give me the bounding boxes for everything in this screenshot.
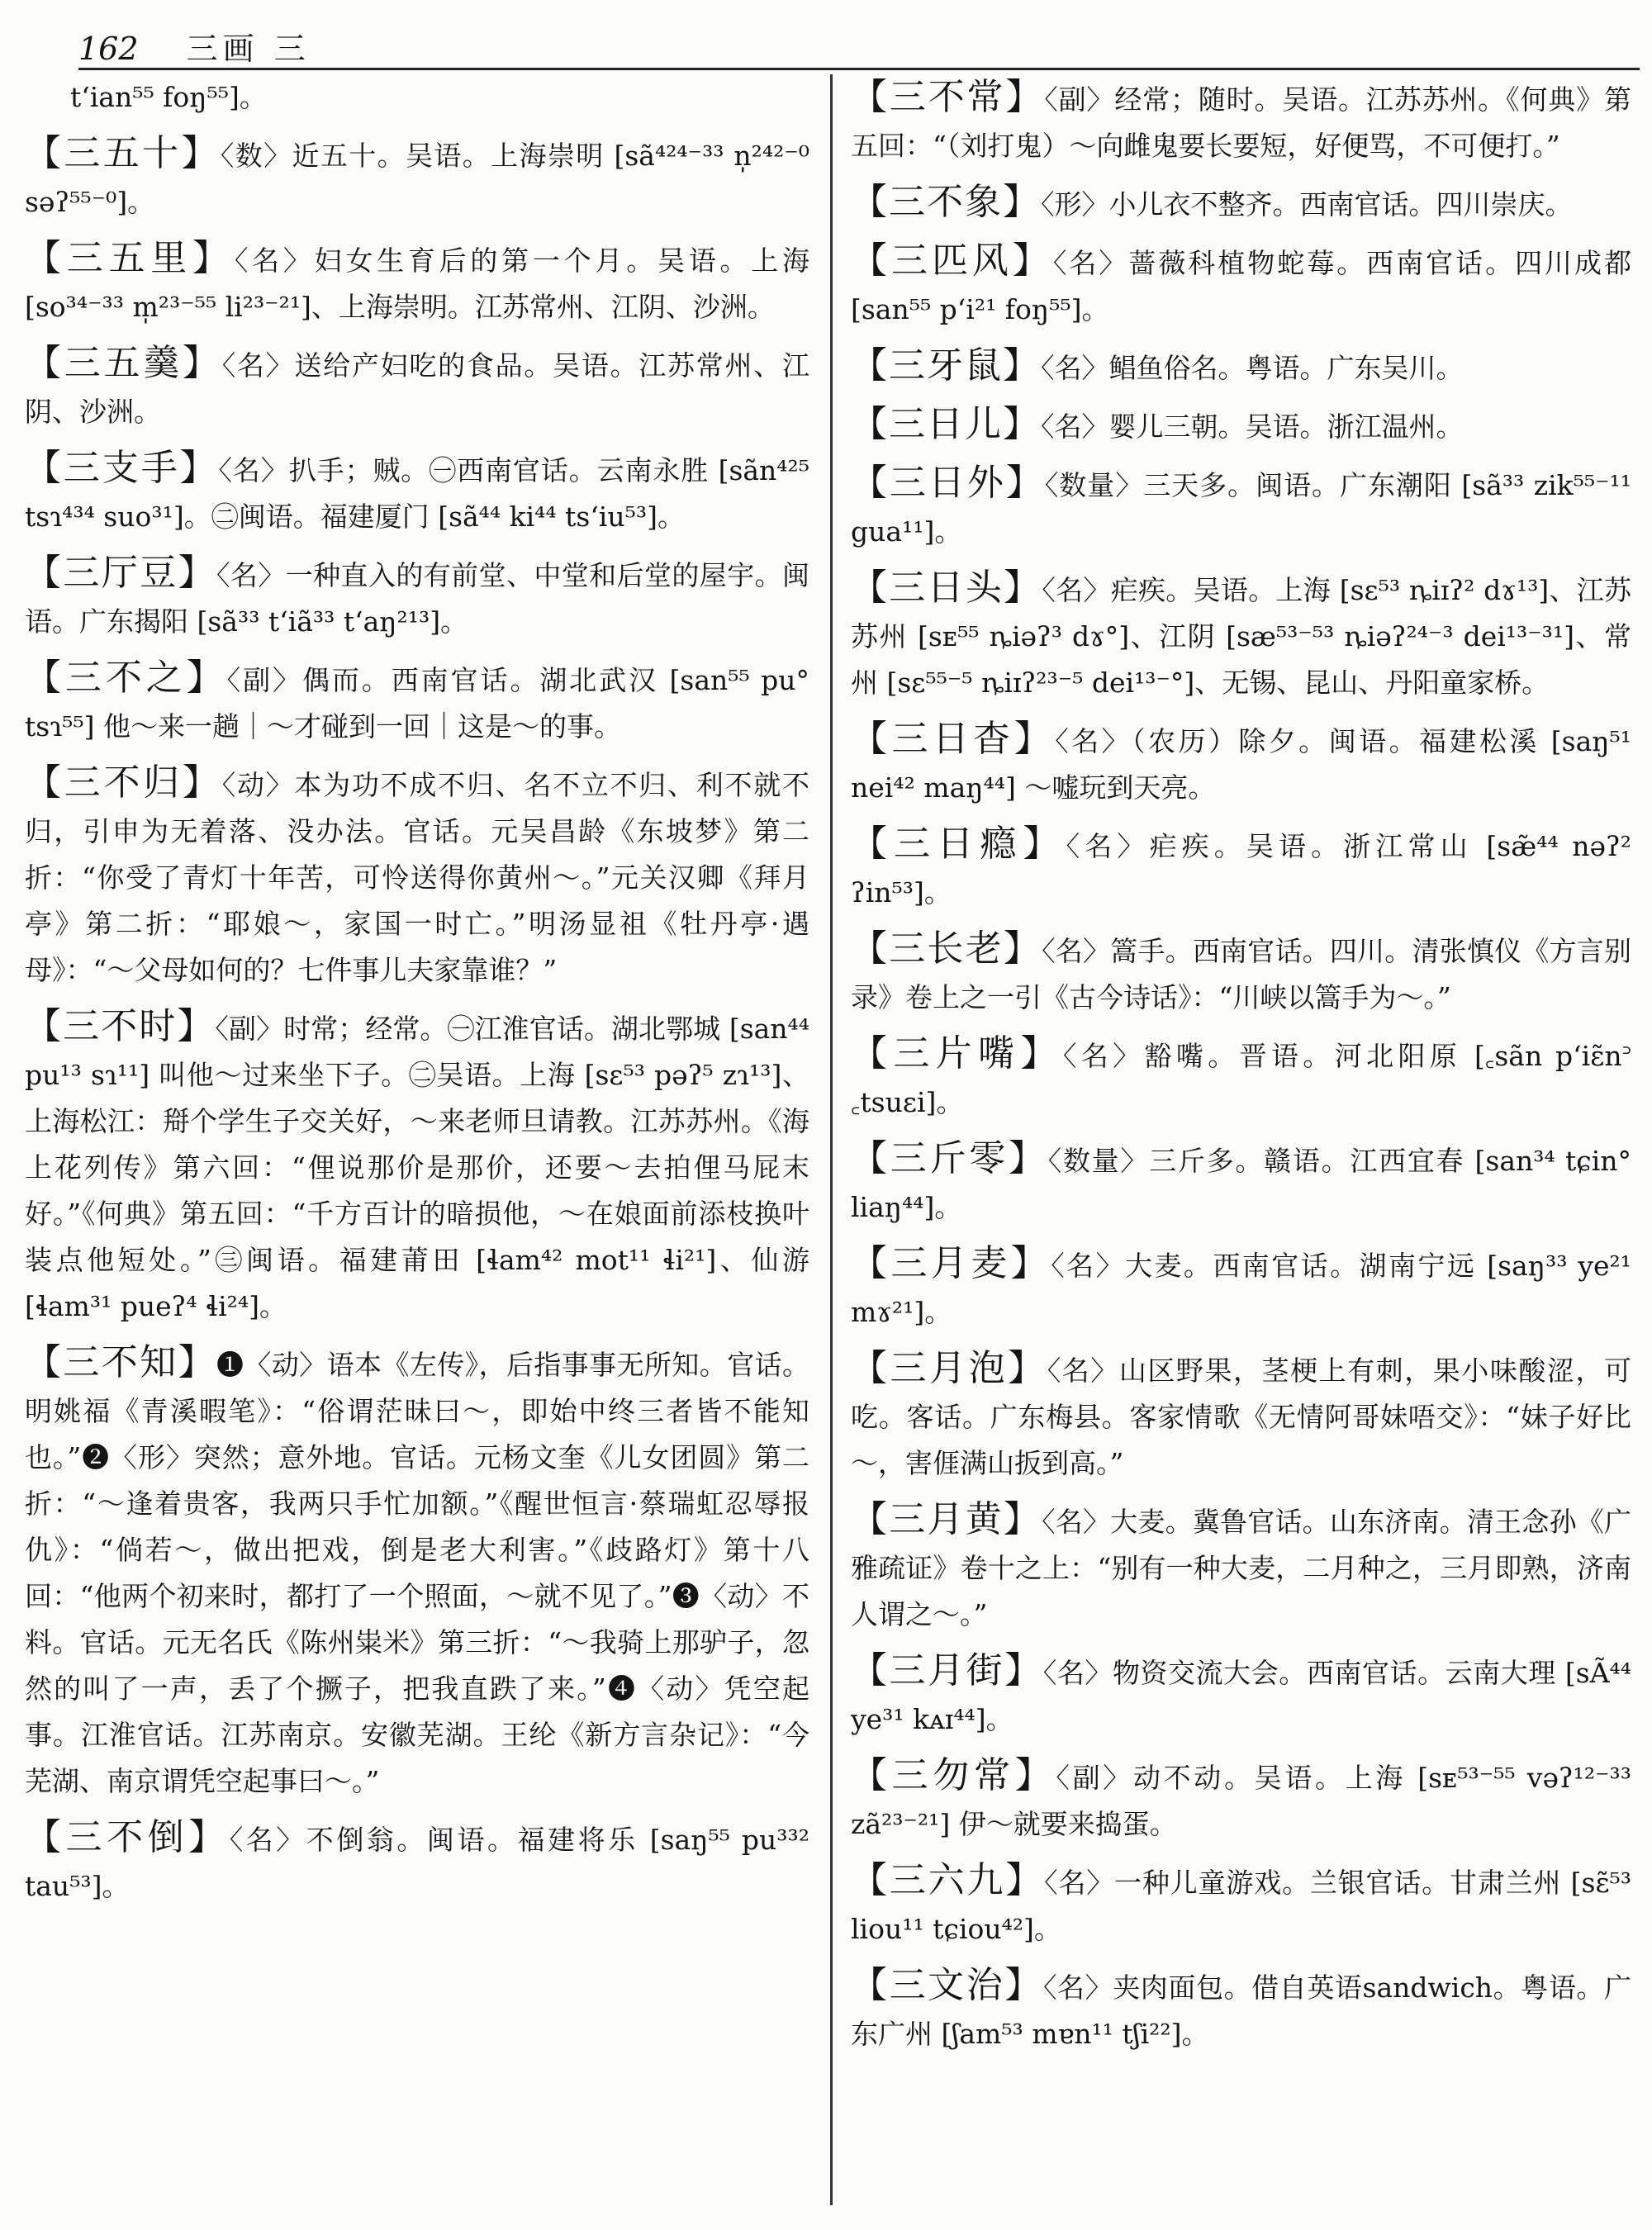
entry-sanriyao <box>851 716 1631 811</box>
entry-sanliujiu <box>851 1858 1631 1952</box>
entry-sanwushi <box>25 130 809 225</box>
definition: 〈名〉疟疾。吴语。上海 [sɛ⁵³ ȵiɪʔ² dɤ¹³]、江苏苏州 [sᴇ⁵⁵ ȵiəʔ³ dɤ°]、江阴 [sæ⁵³⁻⁵³ ȵiəʔ²⁴⁻³ dei¹³⁻³¹]、常州 [sɛ⁵⁵⁻⁵ ȵiɪʔ²³⁻⁵ dei¹³⁻°]、无锡、昆山、丹阳童家桥。 <box>851 574 1632 699</box>
entry-sanwuchang <box>851 1753 1631 1848</box>
entry-sanzhanglao <box>851 926 1631 1021</box>
headword: 【三片嘴】 <box>851 1032 1063 1075</box>
definition: 〈名〉（农历）除夕。闽语。福建松溪 [saŋ⁵¹ nei⁴² maŋ⁴⁴] ～嘘玩到天亮。 <box>851 725 1632 804</box>
definition: 〈副〉偶而。西南官话。湖北武汉 [san⁵⁵ pu° tsɿ⁵⁵] 他～来一趟｜～才碰到一回｜这是～的事。 <box>25 664 810 743</box>
entry-sanyuemai <box>851 1241 1631 1336</box>
definition: 〈副〉时常；经常。㊀江淮官话。湖北鄂城 [san⁴⁴ pu¹³ sɿ¹¹] 叫他～过来坐下子。㊁吴语。上海 [sɛ⁵³ pəʔ⁵ zɿ¹³]、上海松江：搿个学生子交关好，～来老师旦请教。江苏苏州。《海上花列传》第六回：“俚说那价是那价，还要～去拍俚马屁末好。”《何典》第五回：“千方百计的暗损他，～在娘面前添枝换叶装点他短处。”㊂闽语。福建莆田 [ɬam⁴² mot¹¹ ɬi²¹]、仙游 [ɬam³¹ pueʔ⁴ ɬi²⁴]。 <box>25 1013 810 1322</box>
headword: 【三月麦】 <box>851 1242 1051 1284</box>
definition: 〈名〉一种儿童游戏。兰银官话。甘肃兰州 [sɛ̃⁵³ liou¹¹ tɕiou⁴²]。 <box>851 1867 1632 1945</box>
headword: 【三五里】 <box>25 237 235 279</box>
header-rule <box>78 68 1640 70</box>
entry-continuation: tʻian⁵⁵ foŋ⁵⁵]。 <box>70 81 267 113</box>
headword: 【三不知】 <box>25 1341 217 1383</box>
entry-sanyuejie <box>851 1648 1631 1743</box>
entry-sanjinling <box>851 1136 1631 1231</box>
definition: 〈名〉不倒翁。闽语。福建将乐 [saŋ⁵⁵ pu³³² tau⁵³]。 <box>25 1824 809 1902</box>
entry-sanbudao <box>25 1815 809 1910</box>
entry-sanzhishou <box>25 445 809 540</box>
headword: 【三不归】 <box>25 762 222 804</box>
headword: 【三不倒】 <box>25 1816 230 1858</box>
entry-sanpifeng <box>851 238 1631 333</box>
definition: ❶〈动〉语本《左传》，后指事事无所知。官话。明姚福《青溪暇笔》：“俗谓茫昧曰～，即始中终三者皆不能知也。”❷〈形〉突然；意外地。官话。元杨文奎《儿女团圆》第二折：“～逢着贵客，我两只手忙加额。”《醒世恒言·蔡瑞虹忍辱报仇》：“倘若～，做出把戏，倒是老大利害。”《歧路灯》第十八回：“他两个初来时，都打了一个照面，～就不见了。”❸〈动〉不料。官话。元无名氏《陈州粜米》第三折：“～我骑上那驴子，忽然的叫了一声，丢了个撅子，把我直跌了来。”❹〈动〉凭空起事。江淮官话。江苏南京。安徽芜湖。王纶《新方言杂记》：“今芜湖、南京谓凭空起事曰～。” <box>25 1349 810 1797</box>
headword: 【三日外】 <box>851 462 1045 504</box>
entry-sanpianzui <box>851 1031 1631 1126</box>
definition: 〈数量〉三天多。闽语。广东潮阳 [sã³³ zik⁵⁵⁻¹¹ gua¹¹]。 <box>851 469 1631 548</box>
entry-sanritou <box>851 565 1631 706</box>
definition: 〈名〉大麦。西南官话。湖南宁远 [saŋ³³ ye²¹ mɤ²¹]。 <box>851 1250 1631 1328</box>
right-column <box>851 74 1631 2067</box>
headword: 【三厅豆】 <box>25 552 217 594</box>
definition: 〈名〉扒手；贼。㊀西南官话。云南永胜 [sãn⁴²⁵ tsɿ⁴³⁴ suo³¹]。㊁闽语。福建厦门 [sã⁴⁴ ki⁴⁴ tsʻiu⁵³]。 <box>25 454 809 533</box>
headword: 【三月黄】 <box>851 1498 1042 1540</box>
page-number: 162 <box>78 31 139 67</box>
headword: 【三斤零】 <box>851 1137 1048 1179</box>
entry-sanbuxiang <box>851 179 1631 228</box>
definition: 〈名〉物资交流大会。西南官话。云南大理 [sÃ⁴⁴ ye³¹ kᴀɪ⁴⁴]。 <box>851 1657 1631 1735</box>
headword: 【三日瘾】 <box>851 823 1066 865</box>
definition: 〈名〉婴儿三朝。吴语。浙江温州。 <box>1041 410 1464 443</box>
definition: 〈名〉篙手。西南官话。四川。清张慎仪《方言别录》卷上之一引《古今诗话》：“川峡以篙手为～。” <box>851 935 1632 1013</box>
entry-santingdou <box>25 550 809 645</box>
entry-sanyuehuang <box>851 1497 1631 1638</box>
headword: 【三不之】 <box>25 657 227 699</box>
definition: 〈副〉动不动。吴语。上海 [sᴇ⁵³⁻⁵⁵ vəʔ¹²⁻³³ zã²³⁻²¹] 伊～就要来捣蛋。 <box>851 1762 1631 1840</box>
entry-sanwenzhi <box>851 1962 1631 2057</box>
headword: 【三日儿】 <box>851 403 1041 445</box>
headword: 【三五十】 <box>25 132 221 174</box>
entry-sanriwai <box>851 460 1631 555</box>
headword: 【三不常】 <box>851 76 1045 118</box>
headword: 【三长老】 <box>851 928 1042 970</box>
entry-sanyuepao <box>851 1345 1631 1487</box>
headword: 【三不象】 <box>851 181 1041 223</box>
entry-sanbuzhi <box>25 655 809 750</box>
definition: 〈名〉山区野果，茎梗上有刺，果小味酸涩，可吃。客话。广东梅县。客家情歌《无情阿哥妹唔交》：“妹子好比～，害𠊎满山扳到高。” <box>851 1355 1632 1479</box>
headword: 【三月泡】 <box>851 1347 1047 1389</box>
definition: 〈名〉豁嘴。晋语。河北阳原 [꜀sãn pʻiɛ̃n꜄ ꜀tsuɛi]。 <box>851 1040 1631 1118</box>
definition: 〈名〉送给产妇吃的食品。吴语。江苏常州、江阴、沙洲。 <box>25 349 810 428</box>
definition: 〈名〉大麦。冀鲁官话。山东济南。清王念孙《广雅疏证》卷十之上：“别有一种大麦，二月种之，三月即熟，济南人谓之～。” <box>851 1506 1632 1630</box>
headword: 【三日杳】 <box>851 718 1056 760</box>
headword: 【三日头】 <box>851 567 1042 609</box>
definition: 〈动〉本为功不成不归、名不立不归、利不就不归，引申为无着落、没办法。官话。元吴昌龄《东坡梦》第二折：“你受了青灯十年苦，可怜送得你黄州～。”元关汉卿《拜月亭》第二折：“耶娘～，家国一时亡。”明汤显祖《牡丹亭·遇母》：“～父母如何的？七件事儿夫家靠谁？” <box>25 769 810 986</box>
headword: 【三月街】 <box>851 1649 1043 1691</box>
entry-sanrier <box>851 401 1631 450</box>
headword: 【三六九】 <box>851 1859 1045 1901</box>
headword: 【三匹风】 <box>851 240 1053 282</box>
headword: 【三不时】 <box>25 1005 216 1047</box>
definition: 〈名〉疟疾。吴语。浙江常山 [sæ̃⁴⁴ nəʔ² ʔin⁵³]。 <box>851 830 1631 909</box>
definition: 〈名〉一种直入的有前堂、中堂和后堂的屋宇。闽语。广东揭阳 [sã³³ tʻiã³³ tʻaŋ²¹³]。 <box>25 559 810 638</box>
definition: 〈名〉蔷薇科植物蛇莓。西南官话。四川成都 [san⁵⁵ pʻi²¹ foŋ⁵⁵]。 <box>851 247 1632 325</box>
entry-sanyashu <box>851 343 1631 391</box>
entry-sanbushi <box>25 1004 809 1330</box>
entry-sanriyin <box>851 821 1631 916</box>
left-column <box>25 74 809 1919</box>
definition: 〈名〉妇女生育后的第一个月。吴语。上海 [so³⁴⁻³³ m̩²³⁻⁵⁵ li²³⁻²¹]、上海崇明。江苏常州、江阴、沙洲。 <box>25 244 810 323</box>
headword: 【三文治】 <box>851 1964 1043 2006</box>
entry-sanbuzhi2 <box>25 1340 809 1805</box>
definition: 〈名〉夹肉面包。借自英语sandwich。粤语。广东广州 [ʃam⁵³ mɐn¹¹ tʃi²²]。 <box>851 1971 1631 2050</box>
headword: 【三牙鼠】 <box>851 344 1041 387</box>
entry-sanbugui <box>25 760 809 994</box>
definition: 〈数量〉三斤多。赣语。江西宜春 [san³⁴ tɕin° liaŋ⁴⁴]。 <box>851 1145 1631 1223</box>
definition: 〈数〉近五十。吴语。上海崇明 [sã⁴²⁴⁻³³ n̩²⁴²⁻⁰ səʔ⁵⁵⁻⁰]。 <box>25 140 809 218</box>
column-divider <box>830 74 833 2205</box>
section-title: 三画 三 <box>186 31 311 67</box>
headword: 【三五羹】 <box>25 342 222 384</box>
headword: 【三支手】 <box>25 447 219 489</box>
entry-sanbuchang <box>851 74 1631 169</box>
page-header <box>78 23 311 67</box>
entry-sanwuli <box>25 235 809 330</box>
definition: 〈副〉经常；随时。吴语。江苏苏州。《何典》第五回：“（刘打鬼）～向雌鬼要长要短，好便骂，不可便打。” <box>851 83 1632 162</box>
entry-sanwugeng <box>25 340 809 435</box>
definition: 〈名〉鲳鱼俗名。粤语。广东吴川。 <box>1041 352 1464 384</box>
headword: 【三勿常】 <box>851 1754 1056 1796</box>
definition: 〈形〉小儿衣不整齐。西南官话。四川崇庆。 <box>1041 188 1573 221</box>
